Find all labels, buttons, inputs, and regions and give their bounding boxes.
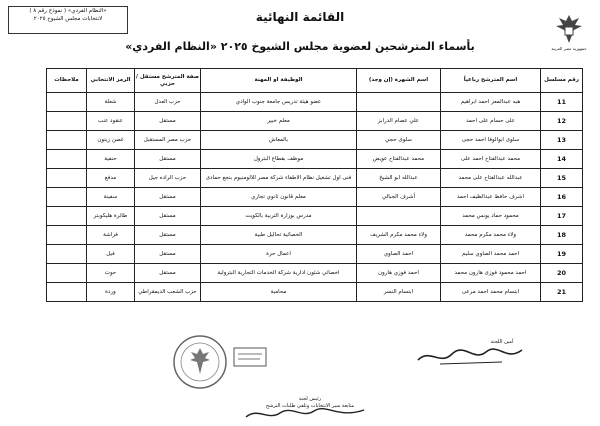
cell-status: مستقل bbox=[135, 207, 201, 226]
cell-job: اعمال حرة bbox=[201, 245, 357, 264]
cell-num: 13 bbox=[541, 131, 583, 150]
cell-notes bbox=[47, 207, 87, 226]
table-row bbox=[47, 93, 583, 112]
cell-name: محمود حماد يونس محمد bbox=[441, 207, 541, 226]
cell-symbol: طائرة هليكوبتر bbox=[87, 207, 135, 226]
cell-name: احمد محمود فوزى هارون محمد bbox=[441, 264, 541, 283]
cell-symbol: حنفية bbox=[87, 150, 135, 169]
cell-name: على حسام على احمد bbox=[441, 112, 541, 131]
cell-name: ولاء محمد مكرم محمد bbox=[441, 226, 541, 245]
chair-label-line1: رئيس لجنة bbox=[298, 396, 322, 402]
cell-status: حزب العدل bbox=[135, 93, 201, 112]
cell-name: ابتسام محمد احمد مرعى bbox=[441, 283, 541, 302]
cell-nickname bbox=[357, 93, 441, 112]
table-row bbox=[47, 264, 583, 283]
cell-num: 17 bbox=[541, 207, 583, 226]
cell-num: 11 bbox=[541, 93, 583, 112]
header-num: رقم مسلسل bbox=[541, 69, 583, 93]
secretary-label: أمين اللجنة bbox=[490, 339, 514, 345]
cell-nickname: احمد الصاوي bbox=[357, 245, 441, 264]
cell-nickname: ولاء محمد مكرم الشريف bbox=[357, 226, 441, 245]
cell-name: سلوى ابوالوفا احمد حجى bbox=[441, 131, 541, 150]
chair-label-line2: متابعة سير الانتخابات وتلقي طلبات الترشح bbox=[265, 403, 355, 409]
cell-job: بالمعاش bbox=[201, 131, 357, 150]
cell-symbol: غصن زيتون bbox=[87, 131, 135, 150]
page-title: القائمة النهائية bbox=[255, 10, 345, 24]
header-name: اسم المترشح رباعياً bbox=[441, 69, 541, 93]
cell-name: عبدالله عبدالفتاح على محمد bbox=[441, 169, 541, 188]
cell-status: مستقل bbox=[135, 112, 201, 131]
header-symbol: الرمز الانتخابي bbox=[87, 69, 135, 93]
cell-job: مدرس بوزارة التربية بالكويت bbox=[201, 207, 357, 226]
page-subtitle: بأسماء المترشحين لعضوية مجلس الشيوخ ٢٠٢٥ «النظام الفردي» bbox=[125, 40, 475, 53]
cell-notes bbox=[47, 93, 87, 112]
candidates-table bbox=[46, 68, 583, 302]
cell-nickname: سلوى حجي bbox=[357, 131, 441, 150]
header-notes: ملاحظات bbox=[47, 69, 87, 93]
cell-nickname: علي عصام الدرابز bbox=[357, 112, 441, 131]
cell-num: 15 bbox=[541, 169, 583, 188]
cell-num: 14 bbox=[541, 150, 583, 169]
cell-name: محمد عبدالفتاح احمد على bbox=[441, 150, 541, 169]
emblem-caption: جمهورية مصر العربية bbox=[551, 46, 587, 51]
table-header-row bbox=[47, 69, 583, 93]
cell-notes bbox=[47, 283, 87, 302]
cell-symbol: وردة bbox=[87, 283, 135, 302]
table-row bbox=[47, 207, 583, 226]
cell-symbol: عنقود عنب bbox=[87, 112, 135, 131]
table-row bbox=[47, 226, 583, 245]
cell-notes bbox=[47, 188, 87, 207]
cell-nickname: أشرف الجبالي bbox=[357, 188, 441, 207]
eagle-emblem-icon bbox=[548, 12, 590, 46]
cell-num: 21 bbox=[541, 283, 583, 302]
cell-notes bbox=[47, 112, 87, 131]
cell-num: 20 bbox=[541, 264, 583, 283]
form-number-box bbox=[8, 6, 128, 34]
cell-notes bbox=[47, 226, 87, 245]
cell-notes bbox=[47, 169, 87, 188]
table-row bbox=[47, 245, 583, 264]
cell-symbol: حوت bbox=[87, 264, 135, 283]
cell-notes bbox=[47, 150, 87, 169]
cell-notes bbox=[47, 264, 87, 283]
cell-status: مستقل bbox=[135, 226, 201, 245]
cell-nickname bbox=[357, 207, 441, 226]
cell-nickname: احمد فوزي هارون bbox=[357, 264, 441, 283]
chair-signature-icon bbox=[240, 405, 370, 423]
official-stamp-icon bbox=[160, 330, 270, 390]
header-nickname: اسم الشهرة (إن وجد) bbox=[357, 69, 441, 93]
cell-nickname: ابتسام النسر bbox=[357, 283, 441, 302]
cell-job: معلم خبير bbox=[201, 112, 357, 131]
cell-job: عضو هيئة تدريس جامعة جنوب الوادي bbox=[201, 93, 357, 112]
cell-symbol: مدفع bbox=[87, 169, 135, 188]
cell-job: فنى اول تشغيل نظام الاطفاء شركة مصر للالومنيوم بنجع حمادى bbox=[201, 169, 357, 188]
cell-job: معلم قانون ثانوي تجاري bbox=[201, 188, 357, 207]
cell-job: محامية bbox=[201, 283, 357, 302]
cell-status: مستقل bbox=[135, 188, 201, 207]
table-row bbox=[47, 150, 583, 169]
cell-num: 18 bbox=[541, 226, 583, 245]
cell-status: حزب الراده جيل bbox=[135, 169, 201, 188]
cell-name: احمد محمد الصاوي سليم bbox=[441, 245, 541, 264]
cell-nickname: محمد عبدالفتاح عويض bbox=[357, 150, 441, 169]
cell-status: مستقل bbox=[135, 245, 201, 264]
cell-name: هبه عبدالمعز احمد ابراهيم bbox=[441, 93, 541, 112]
cell-job: موظف بقطاع البترول bbox=[201, 150, 357, 169]
table-row bbox=[47, 188, 583, 207]
cell-symbol: فراشة bbox=[87, 226, 135, 245]
cell-symbol: فيل bbox=[87, 245, 135, 264]
form-number-line1: ( نموذج رقم ٨ ) «النظام الفردي» bbox=[29, 8, 107, 14]
cell-notes bbox=[47, 131, 87, 150]
cell-status: حزب مصر المستقبل bbox=[135, 131, 201, 150]
cell-symbol: سفينة bbox=[87, 188, 135, 207]
table-row bbox=[47, 283, 583, 302]
table-row bbox=[47, 169, 583, 188]
cell-job: الخصائية تحاليل طبية bbox=[201, 226, 357, 245]
table-row bbox=[47, 112, 583, 131]
handwritten-signature-icon bbox=[410, 340, 530, 370]
cell-status: مستقل bbox=[135, 150, 201, 169]
cell-notes bbox=[47, 245, 87, 264]
cell-name: اشرف حافظ عبدالظيف احمد bbox=[441, 188, 541, 207]
cell-symbol: شعلة bbox=[87, 93, 135, 112]
cell-nickname: عبدالله ابو الشيخ bbox=[357, 169, 441, 188]
cell-num: 16 bbox=[541, 188, 583, 207]
cell-num: 19 bbox=[541, 245, 583, 264]
cell-status: مستقل bbox=[135, 264, 201, 283]
cell-job: اخصائي شئون ادارية شركة الخدمات التجارية البترولية bbox=[201, 264, 357, 283]
header-job: الوظيفة او المهنة bbox=[201, 69, 357, 93]
cell-num: 12 bbox=[541, 112, 583, 131]
form-number-line2: لانتخابات مجلس الشيوخ ٢٠٢٥ bbox=[33, 16, 103, 22]
cell-status: حزب الشعب الديمقراطي bbox=[135, 283, 201, 302]
header-status: صفة المترشح مستقل / حزبي bbox=[135, 69, 201, 93]
table-row bbox=[47, 131, 583, 150]
